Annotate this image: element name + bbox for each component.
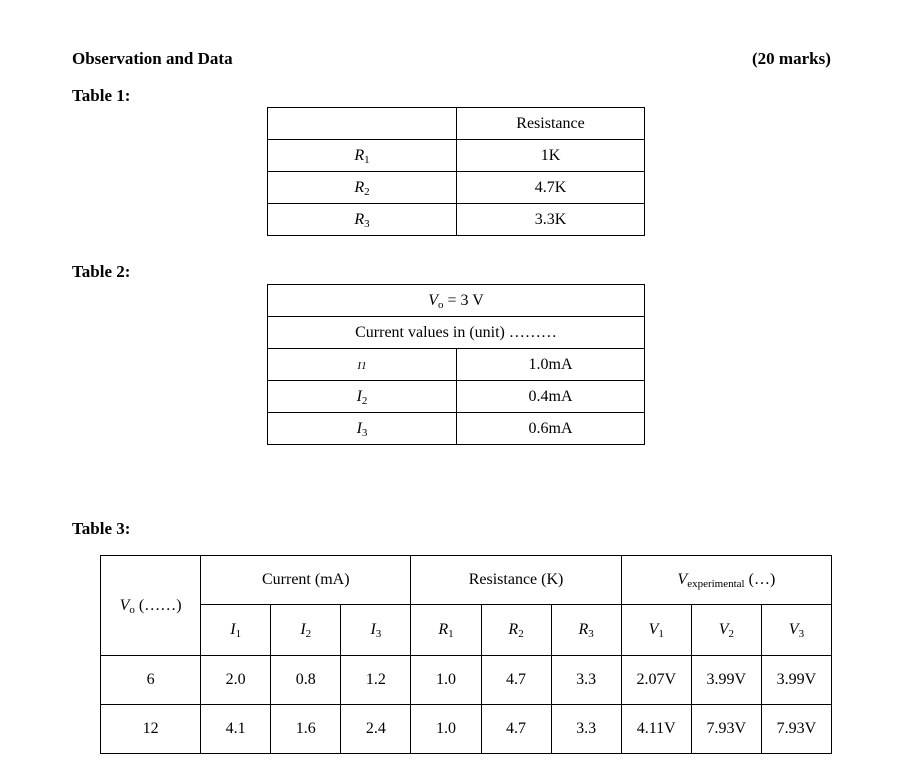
column-header	[481, 605, 551, 656]
column-header	[411, 605, 481, 656]
column-header	[551, 605, 621, 656]
table-row	[101, 656, 832, 705]
current-value: 1.0mA	[457, 349, 645, 381]
subscript: 1	[364, 153, 370, 166]
subscript: 1	[361, 359, 367, 372]
subscript: 3	[588, 628, 594, 640]
table-cell: 4.7	[481, 705, 551, 754]
marks-label: (20 marks)	[752, 49, 831, 68]
subscript: 3	[375, 628, 382, 640]
voltage-group-header	[621, 556, 831, 605]
table-cell: 1.2	[341, 656, 411, 705]
table-cell: 3.99V	[761, 656, 831, 705]
table-cell: 7.93V	[691, 705, 761, 754]
table-cell: 3.3	[551, 705, 621, 754]
table-row	[268, 108, 645, 140]
current-caption: Current values in (unit) ………	[268, 317, 645, 349]
subscript: 3	[364, 217, 370, 230]
resistance-group-header: Resistance (K)	[411, 556, 621, 605]
table-row	[101, 705, 832, 754]
symbol: R	[508, 621, 519, 638]
subscript: 2	[305, 628, 312, 640]
current-group-header: Current (mA)	[201, 556, 411, 605]
table-cell: 0.8	[271, 656, 341, 705]
subscript: o	[437, 298, 444, 311]
table-row	[268, 381, 645, 413]
subheader-row	[101, 605, 832, 656]
table1-header: Resistance	[457, 108, 645, 140]
vo-header	[101, 556, 201, 656]
table-row	[268, 413, 645, 445]
subscript: experimental	[687, 578, 745, 590]
table-cell: 4.11V	[621, 705, 691, 754]
table-row	[268, 349, 645, 381]
subscript: 1	[448, 628, 454, 640]
resistor-label	[268, 140, 457, 172]
vo-value: 6	[101, 656, 201, 705]
symbol: I	[230, 621, 236, 638]
symbol: R	[354, 210, 365, 228]
column-header	[341, 605, 411, 656]
table-cell: 2.07V	[621, 656, 691, 705]
table1-label: Table 1:	[72, 86, 131, 105]
current-label	[268, 381, 457, 413]
column-header	[761, 605, 831, 656]
current-value: 0.4mA	[457, 381, 645, 413]
table2-label: Table 2:	[72, 262, 131, 281]
resistance-value: 1K	[457, 140, 645, 172]
resistor-label	[268, 204, 457, 236]
symbol: I	[370, 621, 376, 638]
table-cell: 1.0	[411, 656, 481, 705]
symbol: R	[354, 146, 365, 164]
table-cell: 2.4	[341, 705, 411, 754]
resistor-label	[268, 172, 457, 204]
column-header	[621, 605, 691, 656]
table-cell: 4.1	[201, 705, 271, 754]
section-title: Observation and Data	[72, 49, 233, 68]
current-table	[267, 284, 645, 445]
vo-unit: (……)	[134, 596, 182, 614]
table-row	[101, 556, 832, 605]
symbol: V	[648, 621, 659, 638]
vo-value: 12	[101, 705, 201, 754]
subscript: 2	[364, 185, 370, 198]
voltage-unit: (…)	[744, 571, 776, 588]
table3-label: Table 3:	[72, 519, 131, 538]
supply-value: = 3 V	[443, 291, 484, 309]
subscript: 1	[235, 628, 242, 640]
symbol: R	[578, 621, 589, 638]
subscript: 3	[361, 426, 368, 439]
table-cell: 2.0	[201, 656, 271, 705]
table-row	[268, 140, 645, 172]
table-cell-empty	[268, 108, 457, 140]
symbol: V	[677, 571, 688, 588]
table-cell: 7.93V	[761, 705, 831, 754]
column-header	[271, 605, 341, 656]
measurement-table	[100, 555, 832, 754]
subscript: o	[129, 603, 135, 616]
table-cell: 3.3	[551, 656, 621, 705]
subscript: 3	[798, 628, 805, 640]
table-cell: 4.7	[481, 656, 551, 705]
symbol: V	[718, 621, 729, 638]
symbol: R	[438, 621, 449, 638]
table-cell: 1.0	[411, 705, 481, 754]
symbol: V	[119, 596, 130, 614]
resistance-table	[267, 107, 645, 236]
table-row	[268, 172, 645, 204]
symbol: I	[300, 621, 306, 638]
subscript: 1	[658, 628, 664, 640]
symbol: I	[357, 359, 362, 372]
supply-voltage	[268, 285, 645, 317]
resistance-value: 3.3K	[457, 204, 645, 236]
symbol: V	[428, 291, 438, 309]
subscript: 2	[518, 628, 524, 640]
subscript: 2	[728, 628, 734, 640]
symbol: I	[356, 419, 362, 437]
symbol: V	[788, 621, 799, 638]
column-header	[691, 605, 761, 656]
table-cell: 3.99V	[691, 656, 761, 705]
symbol: R	[354, 178, 365, 196]
current-label	[268, 413, 457, 445]
subscript: 2	[361, 394, 368, 407]
table-row	[268, 317, 645, 349]
table-row	[268, 204, 645, 236]
current-label	[268, 349, 457, 381]
column-header	[201, 605, 271, 656]
symbol: I	[356, 387, 362, 405]
resistance-value: 4.7K	[457, 172, 645, 204]
current-value: 0.6mA	[457, 413, 645, 445]
table-row	[268, 285, 645, 317]
table-cell: 1.6	[271, 705, 341, 754]
